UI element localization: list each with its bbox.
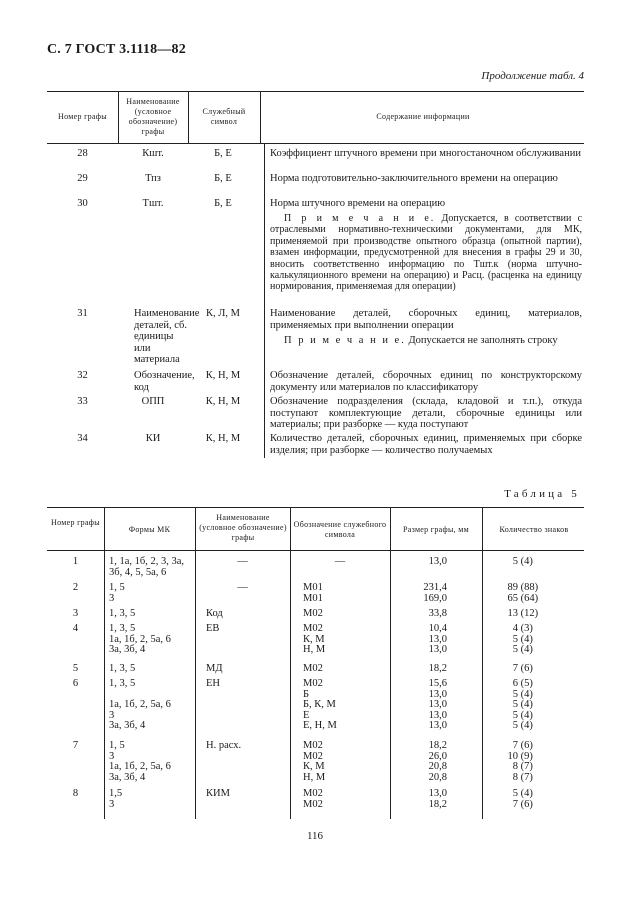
row-name: Н. расх. [206, 740, 242, 751]
row-size: 26,0 [428, 750, 447, 762]
row-size: 13,0 [428, 699, 447, 711]
t5-header-name: Наименование (условное обозначение) графы [199, 513, 287, 542]
continuation-label: Продолжение табл. 4 [481, 70, 584, 82]
t5-header-symbol: Обозначение служебного символа [293, 520, 387, 539]
row-forms: 1а, 1б, 2, 5а, 6 [109, 699, 171, 711]
row-num: 30 [77, 198, 88, 209]
row-chars: 5 (4) [512, 720, 533, 732]
row-symbol: К, Л, М [206, 308, 240, 319]
row-chars: 13 (12) [507, 608, 539, 619]
row-symbol: Н, М [303, 771, 326, 783]
row-chars: 10 (9) [507, 750, 533, 762]
t4-header-name: Наименование (условное обозначение) графы [126, 97, 180, 136]
row-name: ЕВ [206, 623, 220, 634]
row-chars: 7 (6) [512, 663, 533, 674]
row-num: 1 [72, 556, 79, 567]
row-forms: 3 [109, 592, 115, 604]
row-symbol: Б, Е [214, 198, 232, 209]
row-forms: 3 [109, 798, 115, 810]
row-chars: 65 (64) [507, 592, 539, 604]
row-size: 20,8 [428, 761, 447, 773]
row-content: Количество деталей, сборочных единиц, применяемых при сборке изделия; при разборке — количество получаемых [270, 433, 582, 456]
page-number: 116 [306, 830, 324, 842]
row-name: Тпз [145, 173, 161, 184]
row-chars: 5 (4) [512, 556, 533, 567]
row-symbol: К, М [303, 761, 325, 773]
row-size: 169,0 [423, 592, 447, 604]
row-num: 28 [77, 148, 88, 159]
row-num: 8 [72, 788, 79, 799]
note-text: Допускается, в соответствии с отраслевыми нормативно-техническими документами, для МК, применяемой при производстве опытного образца (опытной партии), взамен информации, предусмотренной для внесения в графы 29 и 30, вносить соответственно информацию по Тшт.к (норма штучно-калькуляционного времени на операцию) и Расц. (расценка на единицу нормирования, применяемая для операции) [270, 213, 583, 293]
row-symbol: М01 [303, 592, 323, 604]
row-forms: 1а, 1б, 2, 5а, 6 [109, 633, 171, 645]
row-chars: 8 (7) [512, 771, 533, 783]
row-content: Обозначение подразделения (склада, кладовой и т.п.), откуда поступают комплектующие детали, сборочные единицы или материалы; при разборке — куда поступают [270, 396, 582, 430]
row-chars: 6 (5) [512, 678, 533, 689]
row-name: — [237, 582, 248, 593]
row-chars: 5 (4) [512, 633, 533, 645]
row-symbol: Б, К, М [303, 699, 336, 711]
row-size: 18,2 [428, 798, 447, 810]
row-num: 34 [77, 433, 88, 444]
row-symbol: М02 [303, 798, 323, 810]
row-symbol: М02 [303, 608, 323, 619]
row-forms: 3б, 4, 5, 5а, 6 [109, 566, 167, 578]
row-symbol: К, Н, М [205, 433, 241, 444]
row-note [270, 213, 582, 293]
row-size: 10,4 [428, 623, 447, 634]
row-symbol: М02 [303, 788, 323, 799]
row-size: 13,0 [428, 556, 447, 567]
row-num: 31 [77, 308, 88, 319]
row-note [270, 335, 582, 347]
row-symbol: К, Н, М [205, 396, 241, 407]
row-forms: 1, 3, 5 [109, 608, 136, 619]
row-forms: 3а, 3б, 4 [109, 644, 146, 656]
row-size: 18,2 [428, 663, 447, 674]
row-size: 13,0 [428, 688, 447, 700]
note-label: П р и м е ч а н и е. [284, 335, 406, 346]
row-name: КИ [145, 433, 161, 444]
row-forms: 1, 1а, 1б, 2, 3, 3а, [109, 556, 185, 567]
t5-header-size: Размер графы, мм [403, 525, 469, 534]
row-symbol: М02 [303, 740, 323, 751]
row-chars: 5 (4) [512, 644, 533, 656]
t5-header-chars: Количество знаков [499, 525, 569, 534]
row-chars: 89 (88) [507, 582, 539, 593]
row-chars: 7 (6) [512, 798, 533, 810]
row-forms: 1, 3, 5 [109, 623, 136, 634]
row-symbol: Н, М [303, 644, 326, 656]
row-forms: 1, 5 [109, 740, 125, 751]
t4-header-symbol: Служебный символ [202, 107, 246, 126]
note-text: Допускается не заполнять строку [408, 335, 558, 346]
row-size: 231,4 [423, 582, 447, 593]
row-chars: 5 (4) [512, 699, 533, 711]
row-symbol: Е, Н, М [303, 720, 337, 732]
row-size: 13,0 [428, 644, 447, 656]
row-num: 4 [72, 623, 79, 634]
row-name: ЕН [206, 678, 220, 689]
row-content: Наименование деталей, сборочных единиц, материалов, применяемых при выполнении операции [270, 308, 582, 331]
row-symbol: М02 [303, 678, 323, 689]
row-name: ОПП [141, 396, 165, 407]
row-forms: 1, 3, 5 [109, 678, 136, 689]
row-forms: 1, 3, 5 [109, 663, 136, 674]
row-num: 6 [72, 678, 79, 689]
row-symbol: — [334, 556, 346, 567]
row-chars: 8 (7) [512, 761, 533, 773]
row-forms: 1,5 [109, 788, 123, 799]
row-name: МД [206, 663, 223, 674]
row-size: 13,0 [428, 720, 447, 732]
row-num: 33 [77, 396, 88, 407]
row-name: Наименование деталей, сб. единицы или материала [134, 308, 200, 365]
row-content: Норма штучного времени на операцию [270, 198, 446, 209]
row-forms: 1а, 1б, 2, 5а, 6 [109, 761, 171, 773]
row-chars: 4 (3) [512, 623, 533, 634]
row-name: Тшт. [142, 198, 164, 209]
row-num: 2 [72, 582, 79, 593]
t4-header-content: Содержание информации [376, 112, 470, 121]
t4-header-num: Номер графы [58, 112, 107, 121]
row-size: 20,8 [428, 771, 447, 783]
row-symbol: Б [303, 688, 310, 700]
row-num: 29 [77, 173, 88, 184]
row-chars: 5 (4) [512, 688, 533, 700]
row-symbol: К, М [303, 633, 325, 645]
row-symbol: М02 [303, 750, 323, 762]
row-size: 33,8 [428, 608, 447, 619]
page-header: С. 7 ГОСТ 3.1118—82 [47, 42, 186, 57]
row-size: 13,0 [428, 788, 447, 799]
t5-header-num: Номер графы [51, 518, 100, 527]
row-chars: 7 (6) [512, 740, 533, 751]
row-size: 13,0 [428, 709, 447, 721]
note-label: П р и м е ч а н и е. [284, 213, 436, 224]
row-size: 18,2 [428, 740, 447, 751]
row-forms: 3а, 3б, 4 [109, 771, 146, 783]
row-symbol: М02 [303, 623, 323, 634]
row-symbol: М01 [303, 582, 323, 593]
row-symbol: К, Н, М [205, 370, 241, 381]
row-symbol: М02 [303, 663, 323, 674]
row-forms: 1, 5 [109, 582, 125, 593]
row-size: 13,0 [428, 633, 447, 645]
row-content: Коэффициент штучного времени при многостаночном обслуживании [270, 148, 581, 159]
row-symbol: Б, Е [214, 173, 232, 184]
row-num: 7 [72, 740, 79, 751]
row-chars: 5 (4) [512, 709, 533, 721]
row-num: 5 [72, 663, 79, 674]
row-forms: 3а, 3б, 4 [109, 720, 146, 732]
row-num: 32 [77, 370, 88, 381]
row-name: КИМ [206, 788, 230, 799]
row-symbol: Е [303, 709, 310, 721]
row-symbol: Б, Е [214, 148, 232, 159]
table-5-title: Таблица 5 [504, 488, 580, 500]
row-name: Код [206, 608, 223, 619]
row-forms: 3 [109, 750, 115, 762]
row-name: — [237, 556, 248, 567]
row-name: Кшт. [142, 148, 164, 159]
row-name: Обозначение, код [134, 370, 195, 393]
row-num: 3 [72, 608, 79, 619]
row-content: Обозначение деталей, сборочных единиц по конструкторскому документу или материалов по классификатору [270, 370, 582, 393]
row-content: Норма подготовительно-заключительного времени на операцию [270, 173, 558, 184]
row-size: 15,6 [428, 678, 447, 689]
row-forms: 3 [109, 709, 115, 721]
row-chars: 5 (4) [512, 788, 533, 799]
t5-header-forms: Формы МК [128, 525, 171, 534]
